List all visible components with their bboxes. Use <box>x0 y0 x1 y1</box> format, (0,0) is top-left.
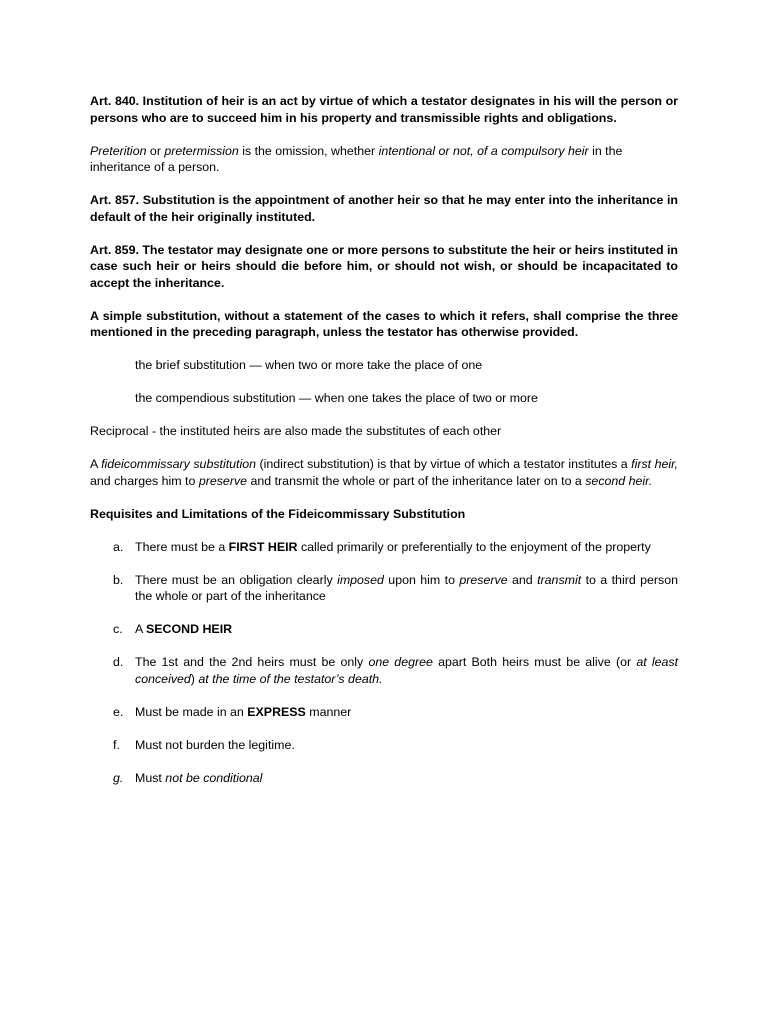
list-marker: c. <box>113 622 123 636</box>
preserve-term: preserve <box>198 473 248 488</box>
list-item: a. There must be a FIRST HEIR called primarily or preferentially to the enjoyment of the property <box>113 539 651 554</box>
requisites-heading: Requisites and Limitations of the Fideicommissary Substitution <box>90 506 466 521</box>
list-marker: a. <box>113 539 124 554</box>
list-marker: d. <box>113 655 124 669</box>
preterition-definition: Preterition or pretermission is the omission, whether intentional or not, of a compulsory heir in the inheritance of a person. <box>90 143 623 174</box>
preterition-term: Preterition <box>90 143 147 158</box>
list-item: b. There must be an obligation clearly imposed upon him to preserve and transmit to a third person the whole or part of the inheritance <box>113 572 678 603</box>
list-marker: e. <box>113 704 124 719</box>
preterition-emphasis: intentional or not, of a compulsory heir <box>378 143 589 158</box>
list-marker: b. <box>113 572 124 587</box>
list-item: g. Must not be conditional <box>113 770 263 785</box>
brief-substitution: the brief substitution — when two or more take the place of one <box>135 358 483 372</box>
second-heir-term: second heir. <box>585 473 653 488</box>
simple-substitution: A simple substitution, without a statement of the cases to which it refers, shall comprise the three mentioned in the preceding paragraph, unless the testator has otherwise provided. <box>90 308 678 339</box>
pretermission-term: pretermission <box>164 143 239 158</box>
list-item: c. A SECOND HEIR <box>113 622 233 636</box>
list-marker: g. <box>113 770 124 785</box>
list-marker: f. <box>113 737 120 752</box>
first-heir-term: first heir, <box>631 457 678 471</box>
fideicommissary-term: fideicommissary substitution <box>101 457 257 471</box>
list-item: d. The 1st and the 2nd heirs must be only one degree apart Both heirs must be alive (or at least conceived) at the time of the testator’s death. <box>113 655 679 686</box>
article-857: Art. 857. Substitution is the appointment of another heir so that he may enter into the inheritance in default of the heir originally instituted. <box>90 193 678 224</box>
article-840: Art. 840. Institution of heir is an act by virtue of which a testator designates in his will the person or persons who are to succeed him in his property and transmissible rights and obligations. <box>90 94 678 125</box>
requisites-list <box>90 539 678 787</box>
article-859: Art. 859. The testator may designate one or more persons to substitute the heir or heirs instituted in case such heir or heirs should die before him, or should not wish, or should be incapacitated to accept the inheritance. <box>90 242 678 290</box>
list-item: f. Must not burden the legitime. <box>113 737 295 752</box>
fideicommissary-definition: A fideicommissary substitution (indirect substitution) is that by virtue of which a testator institutes a first heir, and charges him to preserve and transmit the whole or part of the inheritance later on to a second heir. <box>90 457 678 488</box>
list-item: e. Must be made in an EXPRESS manner <box>113 704 352 719</box>
reciprocal-substitution: Reciprocal - the instituted heirs are also made the substitutes of each other <box>90 424 502 438</box>
compendious-substitution: the compendious substitution — when one takes the place of two or more <box>135 391 538 405</box>
